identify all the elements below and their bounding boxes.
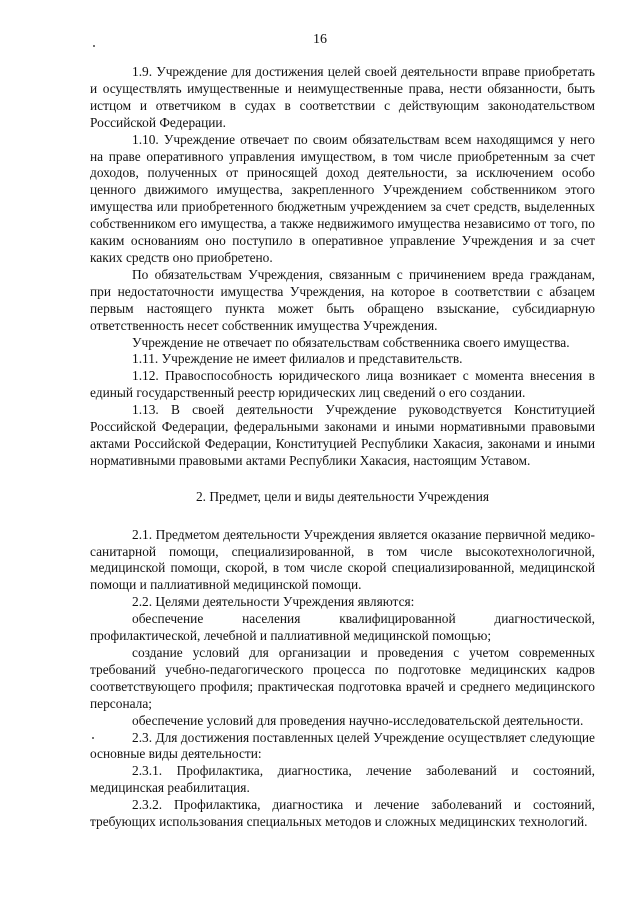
paragraph-1-10: 1.10. Учреждение отвечает по своим обязательствам всем находящимся у него на праве оперативного управления имуществом, в том числе приобретенным за счет доходов, полученных от приносящей доход деятельности, за исключением особо ценного движимого имущества, закрепленного Учреждением собственником этого имущества или приобретенного бюджетным учреждением за счет средств, выделенных собственником его имущества, а также недвижимого имущества независимо от того, по каким основаниям оно поступило в оперативное управление Учреждения и за счет каких средств оно приобретено. — [90, 131, 595, 265]
paragraph-2-3: 2.3. Для достижения поставленных целей Учреждение осуществляет следующие основные виды деятельности: — [90, 729, 595, 762]
paragraph-1-12: 1.12. Правоспособность юридического лица возникает с момента внесения в единый государственный реестр юридических лиц сведений о его создании. — [90, 368, 595, 401]
paragraph-2-2: 2.2. Целями деятельности Учреждения являются: — [132, 594, 415, 610]
paragraph-owner-obligations: Учреждение не отвечает по обязательствам собственника своего имущества. — [132, 334, 570, 350]
section-heading: 2. Предмет, цели и виды деятельности Учреждения — [195, 488, 490, 504]
list-item-goal: создание условий для организации и проведения с учетом современных требований учебно-педагогического процесса по подготовке медицинских кадров соответствующего профиля; практическая подготовка врачей и среднего медицинского персонала; — [90, 645, 595, 711]
document-body — [90, 64, 595, 831]
paragraph-subsidiary-liability: По обязательствам Учреждения, связанным с причинением вреда гражданам, при недостаточности имущества Учреждения, на которое в соответствии с абзацем первым настоящего пункта может быть обращено взыскание, субсидиарную ответственность несет собственник имущества Учреждения. — [90, 266, 595, 333]
page-number: 16 — [313, 32, 327, 47]
paragraph-2-3-1: 2.3.1. Профилактика, диагностика, лечение заболеваний и состояний, медицинская реабилитация. — [90, 763, 595, 796]
paragraph-2-1: 2.1. Предметом деятельности Учреждения является оказание первичной медико-санитарной помощи, специализированной, в том числе высокотехнологичной, медицинской помощи, скорой, в том числе скорой специализированной, медицинской помощи и паллиативной медицинской помощи. — [90, 526, 595, 593]
paragraph-1-9: 1.9. Учреждение для достижения целей своей деятельности вправе приобретать и осуществлять имущественные и неимущественные права, нести обязанности, быть истцом и ответчиком в судах в соответствии с действующим законодательством Российской Федерации. — [90, 64, 595, 130]
paragraph-1-13: 1.13. В своей деятельности Учреждение руководствуется Конституцией Российской Федерации, федеральными законами и иными нормативными правовыми актами Российской Федерации, Конституцией Республики Хакасия, законами и иными нормативными правовыми актами Республики Хакасия, настоящим Уставом. — [90, 402, 595, 468]
paragraph-2-3-2: 2.3.2. Профилактика, диагностика и лечение заболеваний и состояний, требующих использования специальных методов и сложных медицинских технологий. — [90, 797, 595, 830]
list-item-goal: обеспечение населения квалифицированной диагностической, профилактической, лечебной и паллиативной медицинской помощью; — [90, 611, 595, 644]
paragraph-1-11: 1.11. Учреждение не имеет филиалов и представительств. — [132, 351, 463, 367]
list-item-goal: обеспечение условий для проведения научно-исследовательской деятельности. — [132, 712, 584, 728]
